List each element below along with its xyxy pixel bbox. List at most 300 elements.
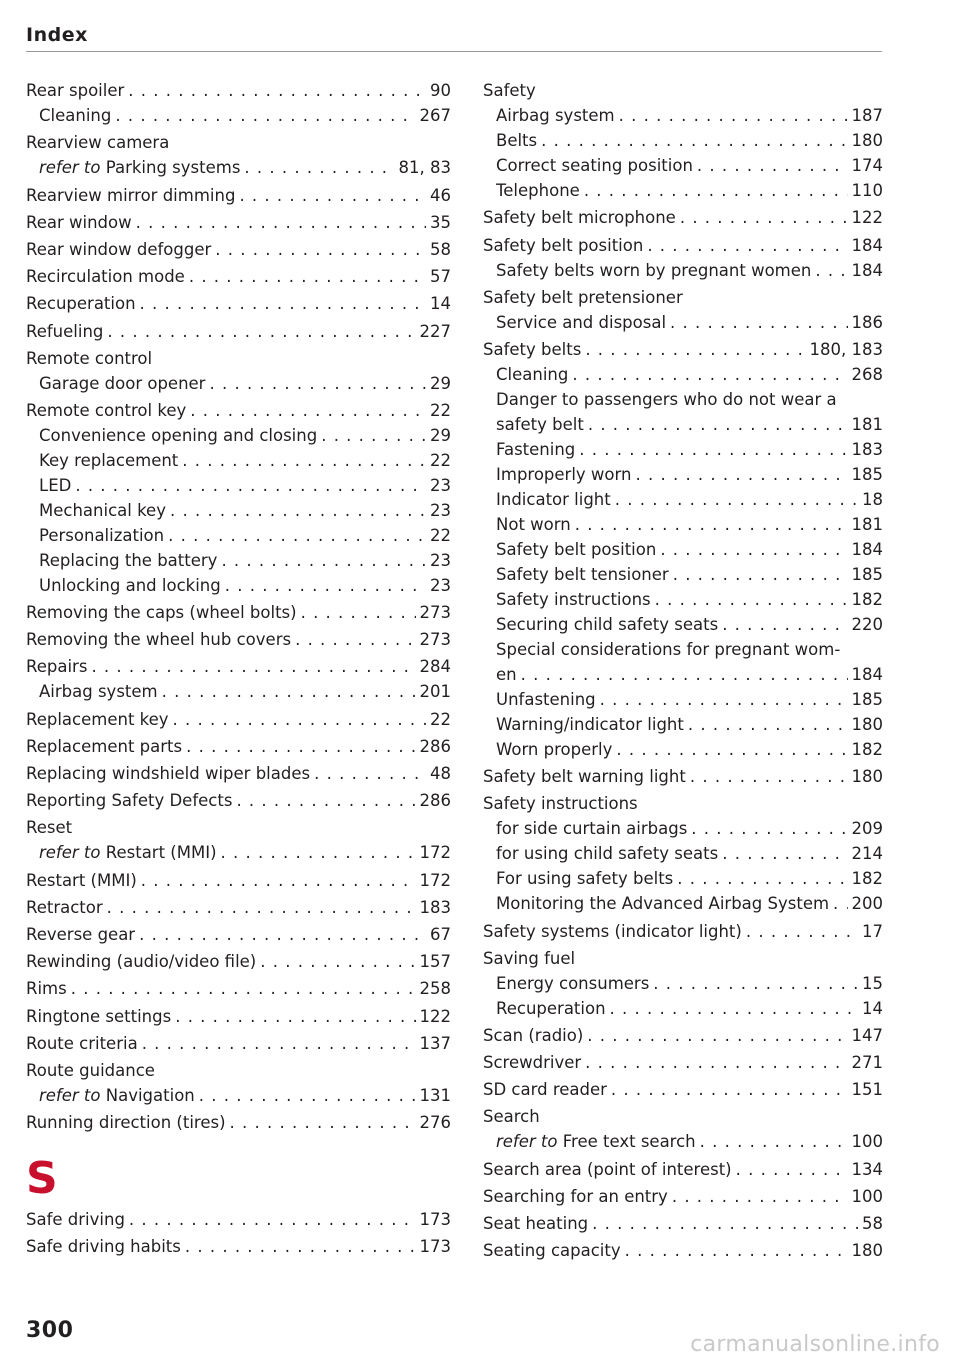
- page-reference: 14: [862, 998, 883, 1018]
- dot-leader: [592, 1211, 858, 1236]
- index-entry-text: Reverse gear: [26, 924, 136, 944]
- dot-leader: [141, 868, 416, 893]
- index-entry-term: [483, 285, 683, 310]
- index-entry-term: [39, 523, 164, 548]
- index-entry: [26, 573, 451, 598]
- index-entry-text: Screwdriver: [483, 1053, 582, 1073]
- index-entry: [483, 258, 883, 283]
- index-entry-text: Key replacement: [39, 450, 179, 470]
- index-entry: [26, 1234, 451, 1259]
- index-entry-text: Search: [483, 1107, 540, 1127]
- page-reference: 200: [851, 894, 883, 914]
- index-entry: [26, 423, 451, 448]
- index-entry-term: [26, 346, 152, 371]
- index-entry: [26, 1083, 451, 1108]
- dot-leader: [615, 487, 858, 512]
- dot-leader: [215, 237, 426, 262]
- index-entry-term: [39, 840, 217, 865]
- page-reference: 58: [862, 1214, 883, 1233]
- index-entry: [26, 291, 451, 316]
- index-entry: [483, 1184, 883, 1209]
- page-reference: 23: [430, 500, 451, 520]
- index-entry-term: [496, 612, 718, 637]
- index-entry: [26, 237, 451, 262]
- index-entry: [26, 319, 451, 344]
- index-entry-text: Safety belt microphone: [483, 208, 676, 228]
- index-entry-term: [496, 687, 596, 712]
- index-entry-term: [496, 971, 649, 996]
- page-reference: 29: [430, 373, 451, 393]
- index-entry-term: [496, 1129, 696, 1154]
- dot-leader: [672, 1184, 848, 1209]
- index-entry-text: Safety instructions: [496, 589, 651, 609]
- index-entry-text: Unfastening: [496, 689, 596, 709]
- dot-leader: [209, 371, 426, 396]
- index-entry: [483, 337, 883, 362]
- index-column-right: [483, 76, 883, 1263]
- index-entry: [483, 462, 883, 487]
- index-entry-text: Scan (radio): [483, 1025, 584, 1045]
- index-entry: [26, 1058, 451, 1083]
- index-entry-term: [483, 946, 575, 971]
- page-reference: 209: [851, 819, 883, 839]
- index-entry-term: [26, 815, 72, 840]
- index-entry: [483, 128, 883, 153]
- index-entry-text: Personalization: [39, 525, 165, 545]
- page-reference: 184: [851, 235, 883, 255]
- dot-leader: [697, 153, 848, 178]
- index-entry-term: [496, 437, 575, 462]
- dot-leader: [314, 761, 426, 786]
- section-letter: S: [26, 1153, 58, 1205]
- page-reference: 22: [430, 525, 451, 545]
- index-entry: [26, 679, 451, 704]
- index-entry-term: [26, 1110, 226, 1135]
- page-reference: 180, 183: [809, 339, 883, 359]
- index-entry: [483, 996, 883, 1021]
- dot-leader: [575, 512, 848, 537]
- index-entry-term: [39, 423, 317, 448]
- dot-leader: [115, 103, 415, 128]
- index-entry-term: [26, 734, 182, 759]
- index-entry: [26, 707, 451, 732]
- page-reference: 22: [430, 709, 451, 729]
- index-entry-text: Recuperation: [496, 998, 606, 1018]
- index-entry: [483, 233, 883, 258]
- dot-leader: [91, 654, 415, 679]
- page-reference: 180: [851, 1241, 883, 1261]
- page-reference: 147: [851, 1025, 883, 1045]
- index-entry: [26, 264, 451, 289]
- index-entry-text: Safety belt warning light: [483, 767, 686, 787]
- index-entry-term: [483, 919, 742, 944]
- page-reference: 122: [851, 208, 883, 228]
- page-reference: 181: [851, 414, 883, 434]
- page-reference: 15: [862, 973, 883, 993]
- index-entry: [483, 387, 883, 412]
- dot-leader: [673, 562, 848, 587]
- index-entry: [26, 840, 451, 865]
- page-reference: 173: [419, 1210, 451, 1230]
- index-entry: [26, 523, 451, 548]
- page-reference: 184: [851, 260, 883, 280]
- page-reference: 186: [851, 312, 883, 332]
- index-entry-term: [496, 662, 517, 687]
- page-reference: 184: [851, 664, 883, 684]
- index-entry-term: [26, 130, 169, 155]
- dot-leader: [587, 1023, 847, 1048]
- index-entry-text: Safety belt pretensioner: [483, 287, 683, 307]
- index-entry-text: Removing the wheel hub covers: [26, 630, 292, 650]
- index-entry-term: [26, 237, 211, 262]
- index-entry-text: Saving fuel: [483, 948, 576, 968]
- index-entry-term: [496, 258, 811, 283]
- dot-leader: [635, 462, 847, 487]
- index-entry: [26, 346, 451, 371]
- dot-leader: [186, 734, 415, 759]
- dot-leader: [140, 291, 426, 316]
- index-entry-text: Seating capacity: [483, 1241, 621, 1261]
- dot-leader: [585, 1050, 847, 1075]
- index-entry-term: [496, 512, 571, 537]
- index-entry-term: [26, 78, 124, 103]
- page-reference: 276: [419, 1113, 451, 1133]
- index-entry: [483, 512, 883, 537]
- index-entry-text: Parking systems: [105, 158, 241, 178]
- index-entry: [26, 976, 451, 1001]
- index-entry: [483, 1157, 883, 1182]
- index-entry-term: [483, 1157, 732, 1182]
- index-entry: [483, 437, 883, 462]
- index-entry-term: [39, 155, 240, 180]
- index-entry: [483, 971, 883, 996]
- dot-leader: [610, 996, 858, 1021]
- index-entry-text: Safety belt position: [496, 539, 657, 559]
- index-entry-term: [496, 841, 718, 866]
- index-entry-text: Safety: [483, 81, 536, 101]
- index-entry-term: [26, 183, 235, 208]
- index-entry-text: Remote control: [26, 348, 153, 368]
- index-entry-text: Recirculation mode: [26, 267, 185, 287]
- dot-leader: [670, 310, 847, 335]
- index-entry-term: [26, 949, 256, 974]
- index-entry: [26, 398, 451, 423]
- index-entry-text: Airbag system: [39, 682, 158, 702]
- index-entry: [26, 654, 451, 679]
- dot-leader: [244, 155, 394, 180]
- index-entry-term: [39, 103, 111, 128]
- index-entry: [483, 1129, 883, 1154]
- index-entry-text: Route criteria: [26, 1033, 138, 1053]
- index-entry-text: Restart (MMI): [105, 843, 217, 863]
- index-entry: [26, 103, 451, 128]
- dot-leader: [619, 103, 848, 128]
- index-entry: [26, 1110, 451, 1135]
- index-entry: [26, 895, 451, 920]
- index-entry-text: Restart (MMI): [26, 870, 137, 890]
- dot-leader: [321, 423, 426, 448]
- dot-leader: [600, 687, 848, 712]
- page-reference: 286: [419, 736, 451, 756]
- index-entry: [483, 362, 883, 387]
- index-entry: [483, 103, 883, 128]
- index-entry-text: Safe driving: [26, 1210, 125, 1230]
- dot-leader: [136, 210, 426, 235]
- index-entry-term: [26, 868, 137, 893]
- index-entry-text: Seat heating: [483, 1214, 589, 1233]
- index-entry-term: [26, 319, 103, 344]
- index-entry: [26, 949, 451, 974]
- dot-leader: [521, 662, 848, 687]
- index-entry-term: [26, 922, 135, 947]
- index-entry-term: [496, 103, 615, 128]
- index-entry: [483, 285, 883, 310]
- index-entry-term: [39, 548, 217, 573]
- page-reference: 214: [851, 844, 883, 864]
- index-entry-term: [26, 210, 132, 235]
- page-reference: 187: [851, 106, 883, 126]
- page-reference: 286: [419, 791, 451, 811]
- index-entry-term: [26, 761, 310, 786]
- index-entry-text: Reset: [26, 818, 73, 838]
- page-reference: 184: [851, 539, 883, 559]
- index-entry: [483, 78, 883, 103]
- index-entry: [483, 637, 883, 662]
- index-entry: [483, 662, 883, 687]
- dot-leader: [173, 707, 426, 732]
- index-entry: [26, 815, 451, 840]
- index-entry: [26, 868, 451, 893]
- dot-leader: [225, 573, 426, 598]
- page-reference: 273: [419, 630, 451, 650]
- index-entry-text: Unlocking and locking: [39, 575, 221, 595]
- page-reference: 23: [430, 550, 451, 570]
- cross-reference-label: refer to: [496, 1132, 558, 1152]
- dot-leader: [677, 866, 847, 891]
- page-title: Index: [26, 24, 88, 46]
- dot-leader: [230, 1110, 416, 1135]
- dot-leader: [107, 895, 416, 920]
- index-entry-term: [496, 737, 612, 762]
- dot-leader: [647, 233, 847, 258]
- index-entry-term: [496, 487, 611, 512]
- page-reference: 122: [419, 1006, 451, 1026]
- index-entry: [483, 891, 883, 916]
- index-column-left: [26, 76, 451, 1259]
- index-entry: [483, 205, 883, 230]
- page-reference: 185: [851, 564, 883, 584]
- dot-leader: [585, 337, 805, 362]
- dot-leader: [736, 1157, 848, 1182]
- index-entry-text: Replacement parts: [26, 736, 183, 756]
- index-entry-term: [26, 895, 103, 920]
- page-reference: 180: [851, 714, 883, 734]
- page-reference: 18: [862, 489, 883, 509]
- page-reference: 137: [419, 1033, 451, 1053]
- page-reference: 57: [430, 267, 451, 287]
- index-entry-term: [39, 473, 71, 498]
- dot-leader: [239, 183, 426, 208]
- watermark: carmanualsonline.info: [690, 1332, 940, 1357]
- index-entry: [26, 761, 451, 786]
- page-reference: 100: [851, 1186, 883, 1206]
- index-entry: [26, 600, 451, 625]
- index-entry-term: [26, 788, 232, 813]
- index-entry: [26, 498, 451, 523]
- index-entry: [483, 562, 883, 587]
- page-reference: 271: [851, 1053, 883, 1073]
- index-entry-term: [26, 398, 186, 423]
- index-entry-text: Rear window defogger: [26, 239, 212, 259]
- index-entry-term: [483, 1184, 668, 1209]
- dot-leader: [189, 264, 426, 289]
- index-entry: [483, 1077, 883, 1102]
- index-entry: [26, 130, 451, 155]
- index-entry-text: en: [496, 664, 517, 684]
- index-entry: [483, 712, 883, 737]
- cross-reference-label: refer to: [39, 843, 101, 863]
- dot-leader: [746, 919, 858, 944]
- dot-leader: [129, 1207, 416, 1232]
- index-entry: [483, 816, 883, 841]
- index-entry-text: Refueling: [26, 321, 104, 341]
- index-entry-text: Garage door opener: [39, 373, 206, 393]
- index-entry-text: Indicator light: [496, 489, 611, 509]
- index-entry-text: Replacement key: [26, 709, 169, 729]
- page-reference: 23: [430, 575, 451, 595]
- index-entry-text: Telephone: [496, 181, 580, 201]
- index-entry-term: [496, 462, 631, 487]
- index-entry-text: Safe driving habits: [26, 1237, 181, 1257]
- page-reference: 14: [430, 294, 451, 314]
- index-entry: [26, 1207, 451, 1232]
- index-entry-term: [496, 178, 580, 203]
- index-entry-text: Replacing the battery: [39, 550, 218, 570]
- index-entry-text: Ringtone settings: [26, 1006, 172, 1026]
- dot-leader: [688, 712, 848, 737]
- dot-leader: [616, 737, 847, 762]
- index-entry: [26, 1004, 451, 1029]
- page-number: 300: [26, 1318, 74, 1343]
- index-entry-term: [26, 654, 87, 679]
- page-reference: 220: [851, 614, 883, 634]
- index-entry-term: [39, 371, 205, 396]
- index-entry-text: Service and disposal: [496, 312, 667, 332]
- index-entry: [483, 946, 883, 971]
- index-entry-term: [483, 1050, 581, 1075]
- dot-leader: [653, 971, 858, 996]
- page-reference: 227: [419, 321, 451, 341]
- dot-leader: [221, 840, 416, 865]
- index-entry-term: [26, 291, 136, 316]
- page-reference: 157: [419, 952, 451, 972]
- index-entry-text: Cleaning: [496, 364, 569, 384]
- dot-leader: [660, 537, 847, 562]
- index-entry: [26, 627, 451, 652]
- index-entry-term: [496, 816, 687, 841]
- index-entry-text: Search area (point of interest): [483, 1159, 732, 1179]
- page-reference: 17: [862, 921, 883, 941]
- dot-leader: [170, 498, 426, 523]
- dot-leader: [128, 78, 426, 103]
- index-entry: [26, 210, 451, 235]
- index-entry: [26, 78, 451, 103]
- index-entry-term: [496, 866, 673, 891]
- page-reference: 183: [851, 439, 883, 459]
- index-entry-term: [483, 1023, 583, 1048]
- page-reference: 110: [851, 181, 883, 201]
- dot-leader: [139, 922, 426, 947]
- index-entry-text: for using child safety seats: [496, 844, 719, 864]
- index-entry-term: [39, 448, 178, 473]
- index-entry-term: [39, 679, 158, 704]
- page-reference: 90: [430, 81, 451, 101]
- index-entry: [26, 734, 451, 759]
- index-entry-term: [26, 1031, 138, 1056]
- page-reference: 174: [851, 156, 883, 176]
- cross-reference-label: refer to: [39, 1085, 101, 1105]
- page-reference: 182: [851, 589, 883, 609]
- index-entry-term: [483, 1211, 588, 1236]
- index-entry-text: Navigation: [105, 1085, 195, 1105]
- page-reference: 172: [419, 870, 451, 890]
- index-entry-text: Fastening: [496, 439, 576, 459]
- index-entry-text: Route guidance: [26, 1060, 155, 1080]
- dot-leader: [142, 1031, 416, 1056]
- index-entry-term: [39, 498, 166, 523]
- index-entry-term: [483, 1104, 540, 1129]
- page-reference: 173: [419, 1237, 451, 1257]
- index-entry-term: [496, 128, 537, 153]
- index-entry-term: [496, 587, 651, 612]
- index-entry: [483, 153, 883, 178]
- index-entry-text: Worn properly: [496, 739, 613, 759]
- index-entry-term: [39, 573, 221, 598]
- index-entry-text: Rearview mirror dimming: [26, 185, 236, 205]
- dot-leader: [579, 437, 847, 462]
- index-entry-term: [483, 1077, 607, 1102]
- index-entry-text: Special considerations for pregnant wom-: [496, 639, 841, 659]
- page-reference: 182: [851, 869, 883, 889]
- index-entry: [483, 919, 883, 944]
- index-entries-s-continued: [483, 78, 883, 1263]
- page-reference: 151: [851, 1080, 883, 1100]
- index-entry-text: Safety systems (indicator light): [483, 921, 742, 941]
- page-reference: 273: [419, 603, 451, 623]
- page-reference: 35: [430, 212, 451, 232]
- index-entry-text: Retractor: [26, 897, 103, 917]
- index-entry-text: Mechanical key: [39, 500, 166, 520]
- index-entry: [26, 473, 451, 498]
- index-entry-text: Safety instructions: [483, 794, 638, 814]
- index-entry-term: [496, 996, 606, 1021]
- page-reference: 258: [419, 979, 451, 999]
- index-entry: [483, 791, 883, 816]
- index-entry: [26, 1031, 451, 1056]
- index-entry-text: Convenience opening and closing: [39, 425, 318, 445]
- dot-leader: [541, 128, 847, 153]
- dot-leader: [833, 891, 847, 916]
- index-entry: [483, 587, 883, 612]
- index-entry: [483, 1023, 883, 1048]
- index-entry-text: LED: [39, 475, 72, 495]
- index-entry-term: [483, 337, 581, 362]
- page-reference: 284: [419, 657, 451, 677]
- dot-leader: [584, 178, 848, 203]
- page-reference: 267: [419, 106, 451, 126]
- index-entry-text: for side curtain airbags: [496, 819, 688, 839]
- dot-leader: [722, 841, 847, 866]
